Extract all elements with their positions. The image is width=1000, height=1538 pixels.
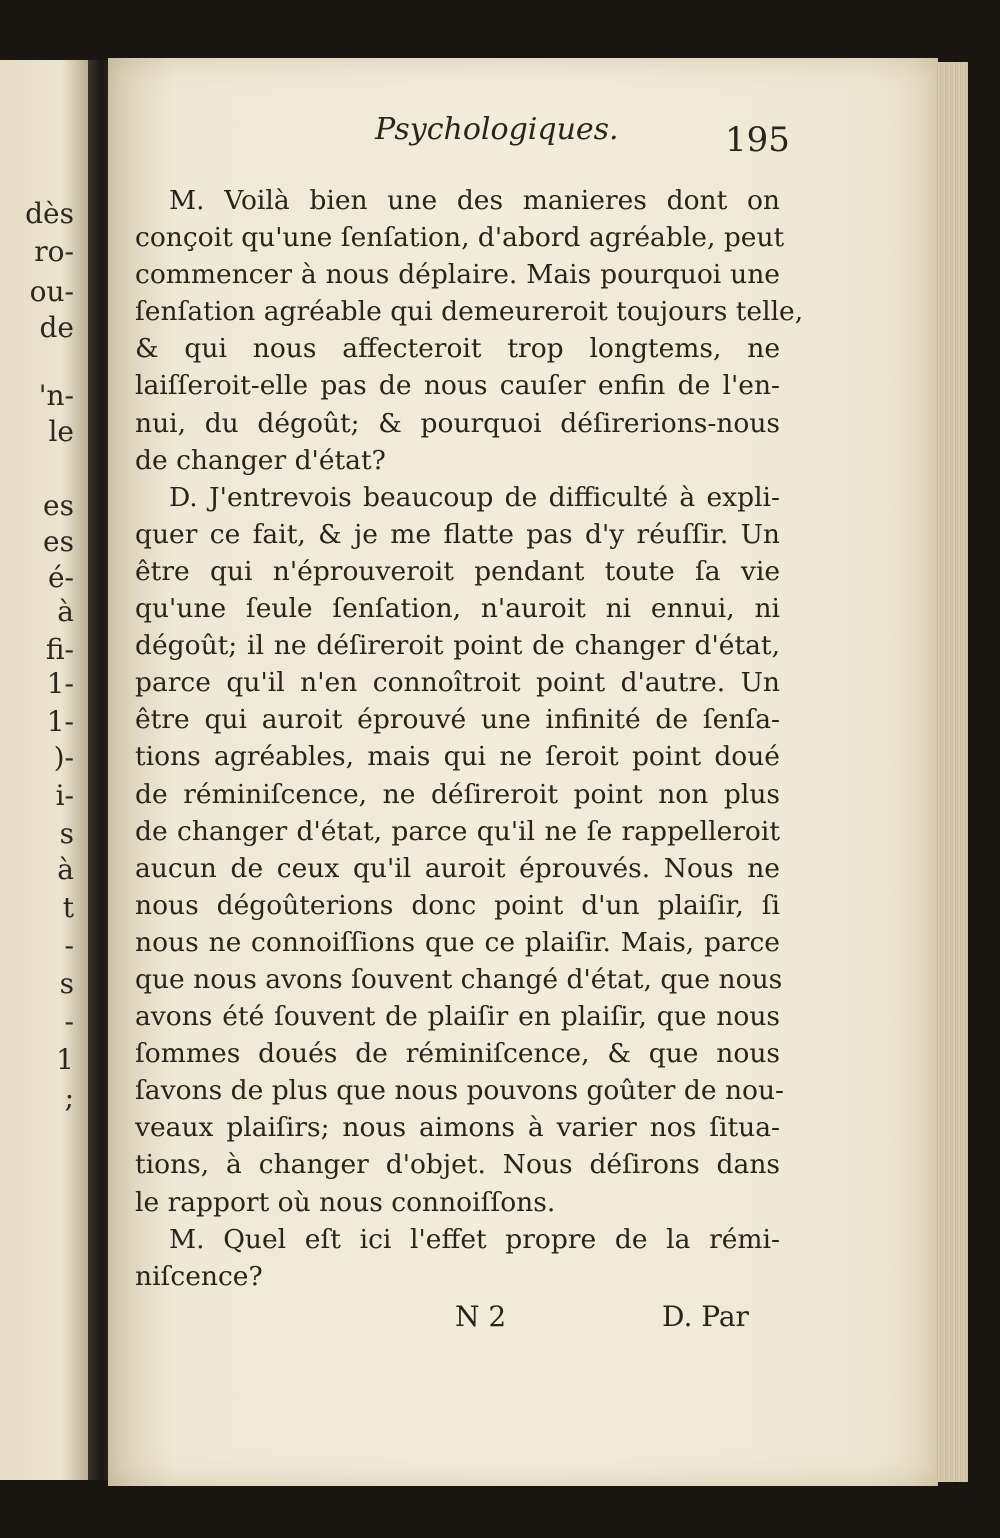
left-page-fragment: 1- (46, 667, 74, 700)
text-line: M. Quel eſt ici l'effet propre de la rémi- (169, 1223, 780, 1255)
text-line: tions agréables, mais qui ne ſeroit point doué (135, 741, 780, 773)
text-line: dégoût; il ne déſireroit point de changer d'état, (135, 630, 780, 662)
text-line: laiſſeroit-elle pas de nous cauſer enfin de l'en- (135, 370, 780, 402)
text-line: commencer à nous déplaire. Mais pourquoi une (135, 259, 780, 291)
text-line: niſcence? (135, 1260, 263, 1292)
text-line: nous ne connoiſſions que ce plaiſir. Mais, parce (135, 926, 780, 958)
left-page-fragment: ro- (34, 235, 74, 268)
text-line: D. J'entrevois beaucoup de difficulté à expli- (169, 481, 780, 513)
left-page-fragment: es (43, 489, 74, 522)
left-page-fragment: 'n- (38, 379, 74, 412)
left-page-fragment: s (59, 967, 74, 1000)
signature-mark: N 2 (455, 1300, 507, 1333)
left-page-fragment: - (64, 929, 74, 962)
text-line: parce qu'il n'en connoîtroit point d'autre. Un (135, 667, 780, 699)
left-page-fragment: à (57, 853, 74, 886)
left-page-fragment: ou- (29, 275, 74, 308)
text-line: aucun de ceux qu'il auroit éprouvés. Nous ne (135, 852, 780, 884)
text-line: ſenſation agréable qui demeureroit toujours telle, (135, 296, 804, 328)
page-number: 195 (725, 120, 790, 160)
left-page (0, 60, 88, 1480)
left-page-fragment: t (62, 891, 74, 924)
left-page-fragment: dès (25, 197, 74, 230)
text-line: le rapport où nous connoiſſons. (135, 1186, 556, 1218)
text-line: de changer d'état? (135, 444, 386, 476)
text-line: avons été ſouvent de plaiſir en plaiſir, que nous (135, 1001, 780, 1033)
text-line: veaux plaiſirs; nous aimons à varier nos ſitua- (135, 1112, 780, 1144)
text-line: nous dégoûterions donc point d'un plaiſir, ſi (135, 889, 780, 921)
text-line: ſavons de plus que nous pouvons goûter de nou- (135, 1075, 784, 1107)
text-line: de changer d'état, parce qu'il ne ſe rappelleroit (135, 815, 780, 847)
left-page-fragment: es (43, 525, 74, 558)
running-title: Psychologiques. (375, 112, 619, 147)
left-page-fragment: i- (55, 779, 74, 812)
left-page-fragment: 1- (46, 705, 74, 738)
left-page-fragment: à (57, 595, 74, 628)
left-page-fragment: é- (47, 561, 74, 594)
text-line: être qui n'éprouveroit pendant toute ſa vie (135, 555, 780, 587)
text-line: M. Voilà bien une des manieres dont on (169, 185, 780, 216)
text-line: qu'une ſeule ſenſation, n'auroit ni ennui, ni (135, 593, 780, 625)
left-page-fragment: )- (53, 741, 74, 774)
left-page-fragment: le (48, 415, 74, 448)
book-gutter (88, 60, 110, 1480)
left-page-fragment: ; (64, 1081, 74, 1114)
left-page-fragment: s (59, 817, 74, 850)
left-page-fragment: - (64, 1005, 74, 1038)
text-line: que nous avons ſouvent changé d'état, que nous (135, 963, 783, 995)
text-line: quer ce fait, & je me flatte pas d'y réuſſir. Un (135, 518, 780, 550)
text-line: conçoit qu'une ſenſation, d'abord agréable, peut (135, 222, 785, 254)
left-page-fragment: de (39, 311, 74, 344)
text-line: ſommes doués de réminiſcence, & que nous (135, 1038, 780, 1070)
left-page-fragment: fi- (45, 633, 74, 666)
body-text (135, 182, 804, 1295)
left-page-fragment: 1 (56, 1043, 74, 1076)
catchword: D. Par (662, 1300, 749, 1333)
text-line: de réminiſcence, ne déſireroit point non plus (135, 778, 780, 810)
text-line: & qui nous affecteroit trop longtems, ne (135, 333, 780, 365)
text-line: tions, à changer d'objet. Nous déſirons dans (135, 1149, 780, 1181)
page-edges (936, 62, 968, 1482)
text-line: nui, du dégoût; & pourquoi déſirerions-nous (135, 407, 780, 439)
text-line: être qui auroit éprouvé une infinité de ſenſa- (135, 704, 780, 736)
